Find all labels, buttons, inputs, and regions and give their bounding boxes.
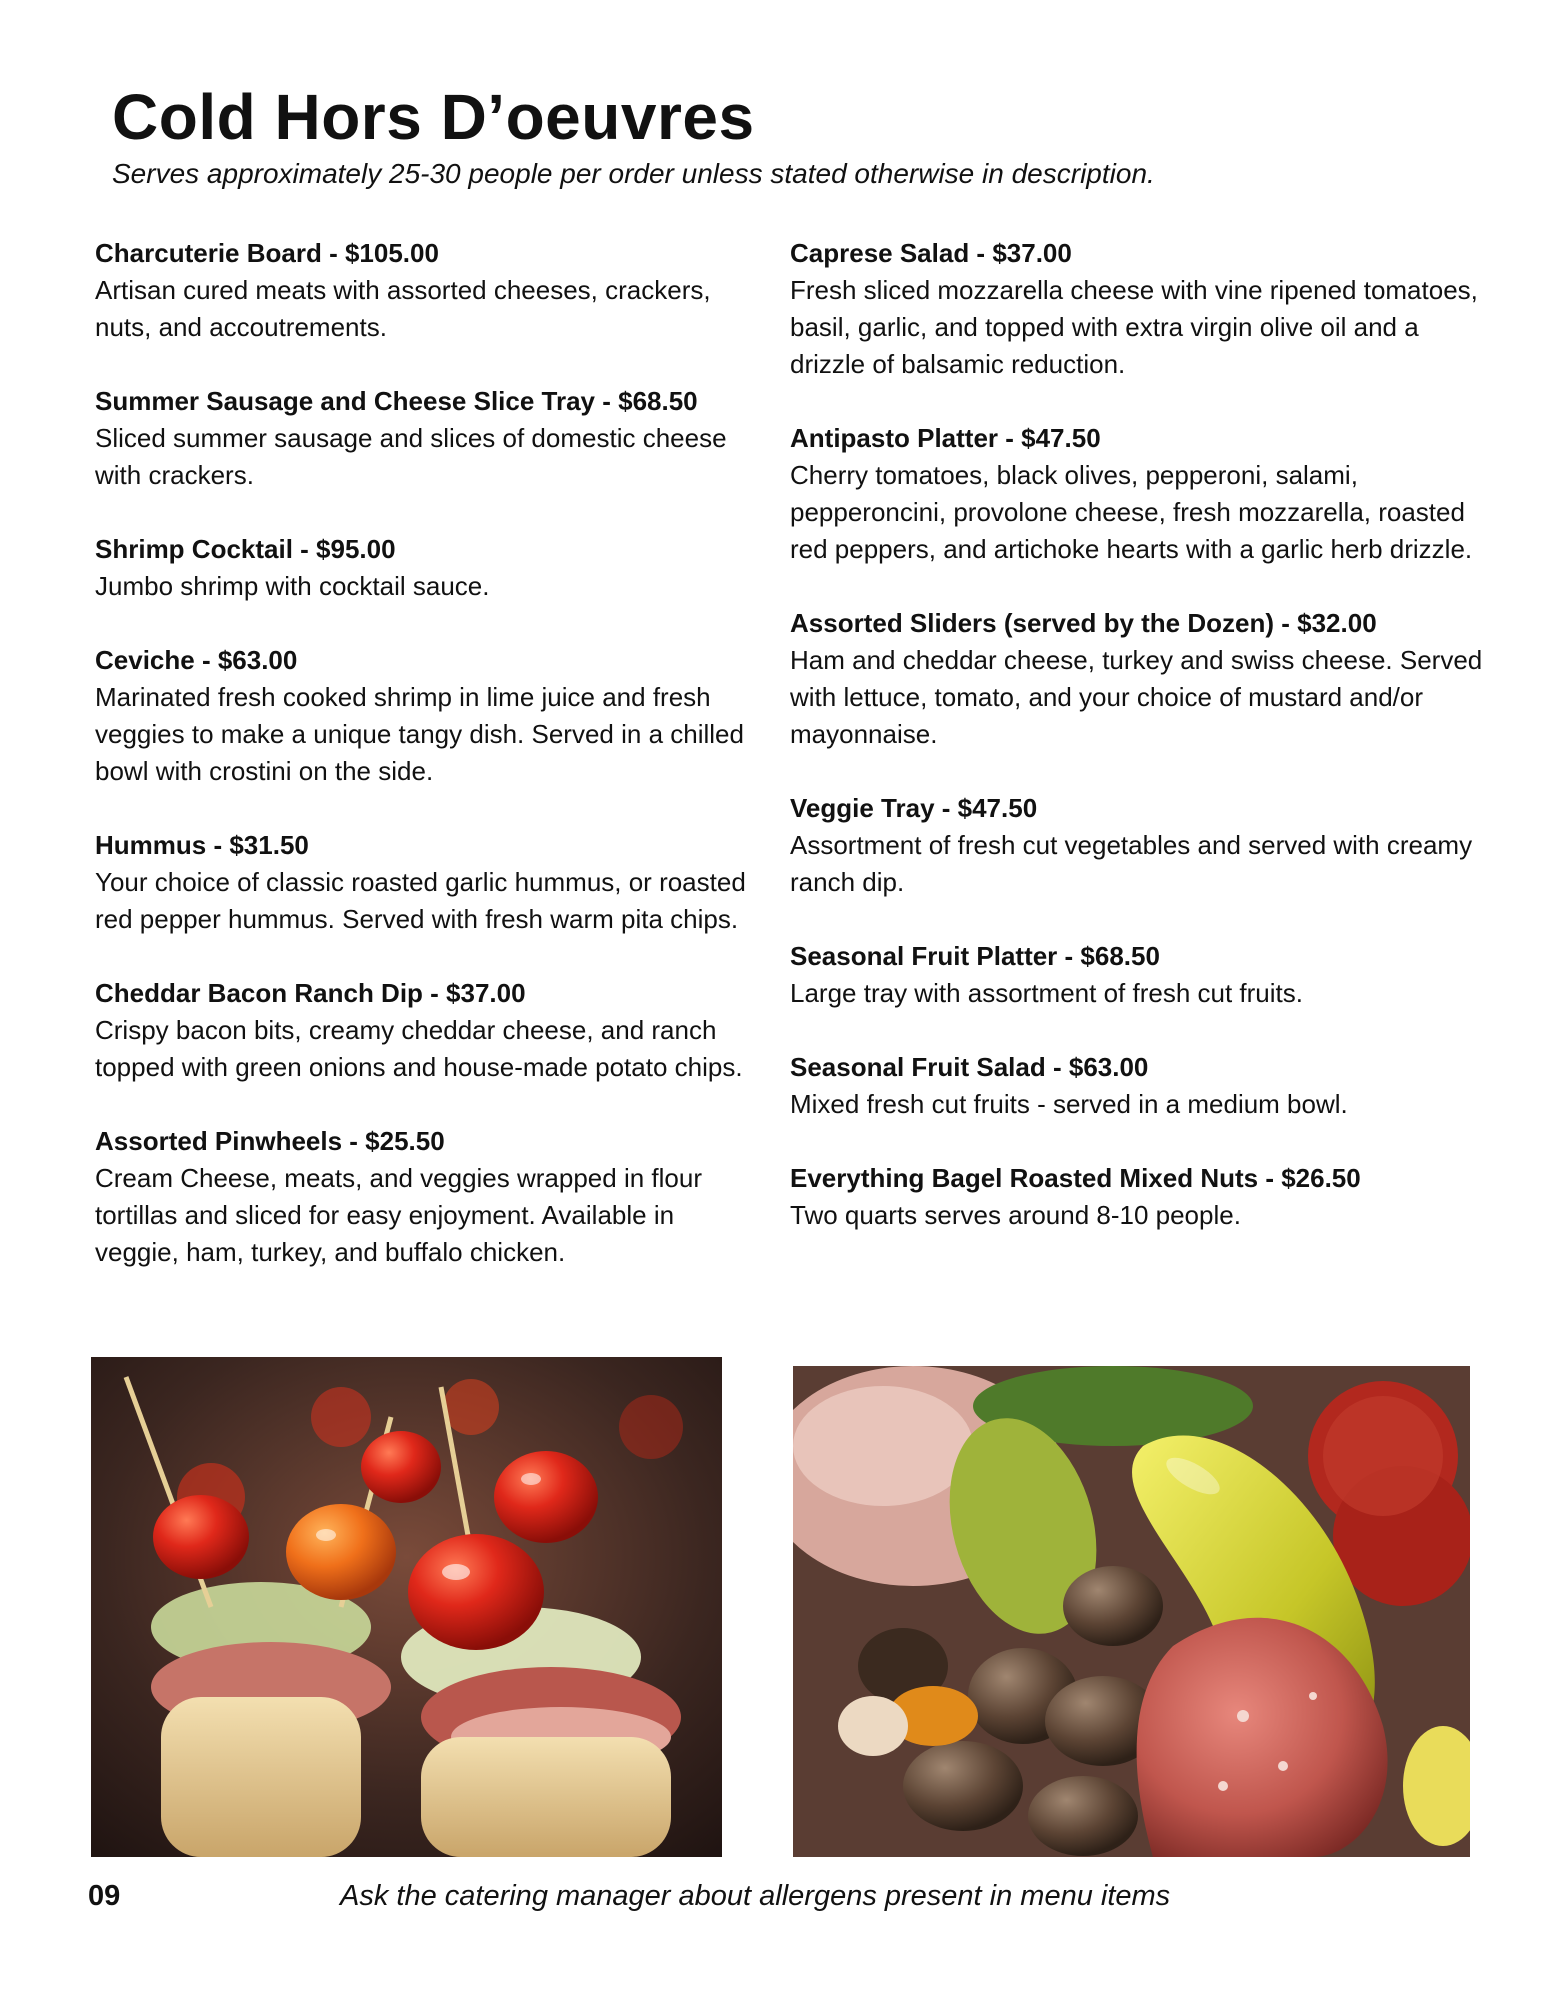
menu-item-title: Assorted Sliders (served by the Dozen) - $32.00 <box>790 608 1377 638</box>
menu-item <box>95 531 765 605</box>
menu-item-title: Ceviche - $63.00 <box>95 645 298 675</box>
menu-item <box>790 605 1490 753</box>
menu-item-title: Charcuterie Board - $105.00 <box>95 238 439 268</box>
page-title: Cold Hors D’oeuvres <box>112 81 755 153</box>
menu-item-description: Large tray with assortment of fresh cut fruits. <box>790 978 1303 1008</box>
menu-item-description: Fresh sliced mozzarella cheese with vine ripened tomatoes, basil, garlic, and topped with extra virgin olive oil and a drizzle of balsamic reduction. <box>790 275 1478 379</box>
menu-item-title: Shrimp Cocktail - $95.00 <box>95 534 396 564</box>
menu-item-title: Antipasto Platter - $47.50 <box>790 423 1101 453</box>
antipasto-photo <box>793 1366 1470 1857</box>
menu-item <box>790 790 1490 901</box>
menu-item-title: Cheddar Bacon Ranch Dip - $37.00 <box>95 978 526 1008</box>
menu-column-right <box>790 235 1490 1271</box>
menu-item-title: Assorted Pinwheels - $25.50 <box>95 1126 445 1156</box>
menu-item-title: Seasonal Fruit Salad - $63.00 <box>790 1052 1149 1082</box>
menu-item <box>95 975 765 1086</box>
allergen-note: Ask the catering manager about allergens present in menu items <box>340 1880 1171 1912</box>
menu-item-description: Assortment of fresh cut vegetables and served with creamy ranch dip. <box>790 830 1473 897</box>
menu-item-description: Cherry tomatoes, black olives, pepperoni, salami, pepperoncini, provolone cheese, fresh mozzarella, roasted red peppers, and artichoke hearts with a garlic herb drizzle. <box>790 460 1473 564</box>
menu-item-description: Jumbo shrimp with cocktail sauce. <box>95 571 490 601</box>
menu-item <box>95 642 765 790</box>
menu-item-title: Hummus - $31.50 <box>95 830 309 860</box>
menu-item <box>95 383 765 494</box>
menu-item <box>790 938 1490 1012</box>
menu-item-title: Veggie Tray - $47.50 <box>790 793 1038 823</box>
page-subtitle: Serves approximately 25-30 people per order unless stated otherwise in description. <box>112 158 1155 189</box>
menu-item-title: Summer Sausage and Cheese Slice Tray - $68.50 <box>95 386 698 416</box>
menu-item-description: Marinated fresh cooked shrimp in lime juice and fresh veggies to make a unique tangy dish. Served in a chilled bowl with crostini on the side. <box>95 682 744 786</box>
menu-item <box>95 827 765 938</box>
menu-item <box>95 1123 765 1271</box>
menu-item-description: Ham and cheddar cheese, turkey and swiss cheese. Served with lettuce, tomato, and your choice of mustard and/or mayonnaise. <box>790 645 1483 749</box>
menu-item <box>790 420 1490 568</box>
menu-item-title: Everything Bagel Roasted Mixed Nuts - $26.50 <box>790 1163 1361 1193</box>
menu-column-left <box>95 235 765 1308</box>
menu-item-description: Crispy bacon bits, creamy cheddar cheese, and ranch topped with green onions and house-made potato chips. <box>95 1015 743 1082</box>
menu-item-title: Seasonal Fruit Platter - $68.50 <box>790 941 1160 971</box>
menu-item <box>95 235 765 346</box>
page-number: 09 <box>88 1880 121 1912</box>
menu-item-description: Artisan cured meats with assorted cheeses, crackers, nuts, and accoutrements. <box>95 275 711 342</box>
skewer-appetizers-photo <box>91 1357 722 1857</box>
menu-item-description: Sliced summer sausage and slices of domestic cheese with crackers. <box>95 423 727 490</box>
menu-item <box>790 235 1490 383</box>
menu-item-description: Two quarts serves around 8-10 people. <box>790 1200 1241 1230</box>
menu-item <box>790 1049 1490 1123</box>
menu-item <box>790 1160 1490 1234</box>
menu-item-title: Caprese Salad - $37.00 <box>790 238 1072 268</box>
menu-item-description: Mixed fresh cut fruits - served in a medium bowl. <box>790 1089 1348 1119</box>
menu-item-description: Cream Cheese, meats, and veggies wrapped in flour tortillas and sliced for easy enjoyment. Available in veggie, ham, turkey, and buffalo chicken. <box>95 1163 702 1267</box>
menu-item-description: Your choice of classic roasted garlic hummus, or roasted red pepper hummus. Served with fresh warm pita chips. <box>95 867 746 934</box>
